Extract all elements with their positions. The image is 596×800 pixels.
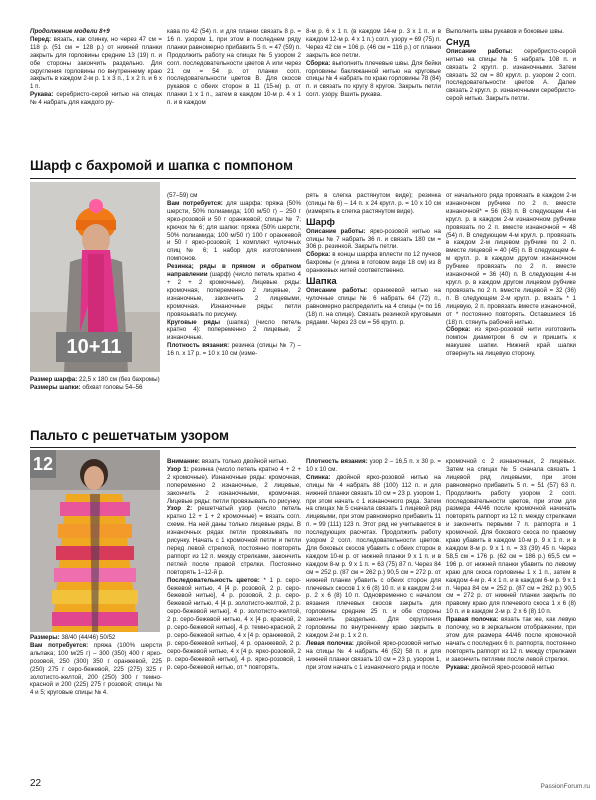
snood-heading: Снуд — [446, 36, 470, 48]
page-number: 22 — [30, 778, 42, 789]
scarf-col-3: от начального ряда провязать в каждом 2-м изнаночном рубчике по 2 п. вместе изнаночной* = 56 (63) п. В следующем 4-м кругл. р. в каждом 2-м изнаночном рубчике провязать по 2 п. вместе изнаночной = 48 (54) п. В следующем 4-м кругл. р. провязать в каждом 2-м лицевом рубчике по 2 п. вместе лицевой = 40 (45) п. В следующем 4-м кругл. р. в каждом другом изнаночном рубчике провязать по 2 п. вместе изнаночной = 36 (40) п. В следующем 4-м кругл. р. в каждом другом лицевом рубчике провязать по 2 п. вместе лицевой = 32 (36) п. В следующем 2-м кругл. р. вязать * 1 лицевую, 2 п. провязать вместе изнаночной, от * постоянно повторять. Оставшиеся 16 (18) п. стянуть рабочей нитью. Сборка: из ярко-розовой нити изготовить помпон диаметром 6 см и пришить к макушке шапки. Нижний край шапки отвернуть на лицевую сторону. — [446, 192, 576, 358]
scarf-col-2: рять в слегка растянутом виде); резинка (спицы № 6) – 14 п. х 24 кругл. р. = 10 х 10 см (измерять в слегка растянутом виде). Шарф Описание работы: ярко-розовой нитью на спицы № 7 набрать 36 п. и связать 180 см = 306 р. резинкой. Закрыть петли. Сборка: в концы шарфа вплести по 12 пучков бахромы (« длина в готовом виде 18 см) из 8 оранжевых нитей соответственно. Шапка Описание работы: оранжевой нитью на чулочные спицы № 6 набрать 64 (72) п., равномерно распределить на 4 спицы (= по 16 (18) п. на спице). Связать резинкой круговыми рядами. Через 23 см = 56 кругл. р. — [306, 192, 441, 326]
coat-title-rule — [30, 447, 576, 448]
scarf-section-title: Шарф с бахромой и шапка с помпоном — [30, 158, 293, 173]
continuation-col-3: 8-м р. 6 х 1 п. (в каждом 14-м р. 3 х 1 п. и в каждом 12-м р. 4 х 1 п.) согл. узору = 69 (75) п. Через 42 см = 106 р. (46 см = 116 р.) от планки закрыть все петли. Сборка: выполнить плечевые швы. Для бейки горловины бакляжанной нитью на круговые спицы № 4 набрать по краю горловины 78 (84) п. и связать по кругу 8 кругов. Закрыть петли согл. узору. Вшить рукава. — [306, 28, 441, 99]
continuation-col-2: кава по 42 (54) п. и для планки связать 8 р. = 16 п. узором 1, при этом в последнем ряду планки равномерно прибавить 5 п. = 47 (59) п. Продолжить работу на спицах № 5 узором 2 согл. последовательности цветов А или через 21 см = 54 р. от планки согл. последовательности цветов В. Для скосов рукавов с обеих сторон в 11 (15-м) р. от планки 1 х 1 п., затем в каждом 10-м р. 4 х 1 п. и в каждом — [167, 28, 301, 107]
scarf-model-badge: 10+11 — [56, 332, 132, 362]
coat-col-1: Внимание: вязать только двойной нитью. Узор 1: резинка (число петель кратно 4 + 2 + 2 кромочные). Изнаночные ряды: кромочная, попеременно 2 изнаночные, 2 лицевые, закончить 2 изнаночными, кромочная. Лицевые ряды: петли провязывать по рисунку. Узор 2: решетчатый узор (число петель кратно 12 + 1 + 2 кромочные) = вязать согл. схеме. На ней даны только лицевые ряды. В изнаночных рядах петли провязывать по рисунку. Начать с 1 кромочной петли и петли перед левой стрелкой, постоянно повторять раппорт из 12 п. между стрелками, закончить петлей после правой стрелки. Постоянно повторять 1–12-й р. Последовательность цветов: * 1 р. серо-бежевой нитью, 4 [4 р. розовой, 2 р. серо-бежевой нитью], 4 р. розовой, 2 р. серо-бежевой нитью, 4 [4 р. золотисто-желтой, 2 р. серо-бежевой нитью], 4 р. золотисто-желтой, 2 р. серо-бежевой нитью, 4 х [4 р. красной, 2 р. серо-бежевой нитью], 4 р. темно-красной, 2 р. серо-бежевой нитью, 4 х [4 р. оранжевой, 2 р. серо-бежевой нитью], 4 р. оранжевой, 2 р. серо-бежевой нитью, 4 х [4 р. ярко-розовой, 2 р. серо-бежевой нитью], 4 р. ярко-розовой, 1 р. серо-бежевой нитью, от * повторять. — [167, 458, 301, 671]
scarf-subheading: Шарф — [306, 216, 335, 228]
coat-sizes-materials: Размеры: 38/40 (44/46) 50/52 Вам потребуется: пряжа (100% шерсти альпака; 100 м/25 г) – 300 (350) 400 г ярко-розовой, 250 (300) 350 г оранжевой, 225 (250) 275 г серо-бежевой, 225 (275) 325 г золотисто-желтой, 200 (250) 300 г темно-красной и 200 (225) 275 г розовой; спицы № 4 и 5; круговые спицы № 4. — [30, 634, 162, 697]
continuation-col-4: Выполнить швы рукавов и боковые швы. Снуд Описание работы: серебристо-серой нитью на спицы № 5 набрать 108 п. и связать 2 кругл. р. изнаночными. Затем связать 32 см = 80 кругл. р. узором 2 согл. последовательности цветов А. Далее связать 2 кругл. р. изнаночными серебристо-серой нитью. Закрыть петли. — [446, 28, 576, 103]
coat-section-title: Пальто с решетчатым узором — [30, 428, 230, 443]
scarf-col-1: (57–59) см Вам потребуется: для шарфа: пряжа (50% шерсти, 50% полиамида; 100 м/50 г) – 250 г ярко-розовой и 50 г оранжевой; спицы № 7; крючок № 6; для шапки: пряжа (50% шерсти, 50% полиамида; 100 м/50 г) 100 г оранжевой и 50 г ярко-розовой; 1 комплект чулочных спиц № 6; 1 набор для изготовления помпонов. Резинка; ряды в прямом и обратном направлении (шарф) (число петель кратно 4 + 2 + 2 кромочные). Лицевые ряды: кромочная, попеременно 2 лицевые, 2 изнаночные, закончить 2 лицевыми, кромочная. Изнаночные ряды: петли провязывать по рисунку. Круговые ряды (шапка) (число петель кратно 4): попеременно 2 лицевые, 2 изнаночные. Плотность вязания: резинка (спицы № 7) – 16 п. х 17 р. = 10 х 10 см (изме- — [167, 192, 301, 358]
coat-col-2: Плотность вязания: узор 2 – 16,5 п. х 30 р. = 10 х 10 см. Спинка: двойной ярко-розовой нитью на спицы № 4 набрать 88 (100) 112 п. и для нижней планки связать 10 см = 23 р. узором 1, при этом начать с 1 изнаночного ряда. Затем на спицах № 5 сначала связать 1 лицевой ряд лицевыми, при этом равномерно прибавить 11 п. = 99 (111) 123 п. Этот ряд не учитывается в последующих расчетах. Продолжить работу узором 2 согл. последовательности цветов. Для боковых скосов убавить с обеих сторон в каждом 10-м р. от нижней планки 9 х 1 п. и в каждом 8-м р. 9 х 1 п. = 63 (75) 87 п. Через 84 см = 252 р. (87 см = 262 р.) 90,5 см = 272 р. от нижней планки убавить с обеих сторон для плечевых скосов 1 х 6 (8) 10 п. и в каждом 2-м р. 2 х 6 (8) 10 п. Одновременно с началом вязания плечевых скосов закрыть для горловины средние 25 п. и обе стороны закончить раздельно. Для скругления горловины по внутреннему краю закрыть в каждом 2-м р. 1 х 2 п. Левая полочка: двойной ярко-розовой нитью на спицы № 4 набрать 46 (52) 58 п. и для нижней планки связать 10 см = 23 р. узором 1, при этом начать с 1 изнаночного ряда и после — [306, 458, 441, 671]
hat-subheading: Шапка — [306, 276, 337, 288]
continuation-col-1: Продолжение модели 8+9 Перед: вязать, как спинку, но через 47 см = 118 р. (51 см = 128 р.) от нижней планки закрыть для горловины средние 13 (19) п. и обе стороны закончить раздельно. Для скругления горловины по внутреннему краю закрыть в каждом 2-м р. 1 х 3 п., 1 х 2 п. и 6 х 1 п. Рукава: серебристо-серой нитью на спицах № 4 набрать для каждого ру- — [30, 28, 162, 107]
continuation-heading: Продолжение модели 8+9 — [30, 28, 110, 35]
scarf-sizes: Размер шарфа: 22,5 х 180 см (без бахромы) Размеры шапки: обхват головы 54–56 — [30, 376, 160, 391]
coat-model-badge: 12 — [30, 450, 56, 478]
coat-col-3: кромочной с 2 изнаночных, 2 лицевых. Затем на спицах № 5 сначала связать 1 лицевой ряд лицевыми, при этом равномерно прибавить 5 п. = 51 (57) 63 п. Продолжить работу узором 2 согл. последовательности цветов, при этом для размера 44/46 после кромочной начинать повторять раппорт из 12 п. между стрелками и закончить первыми 7 п. раппорта и 1 кромочной. Для бокового скоса по правому краю убавить в каждом 10-м р. 9 х 1 п. и в каждом 8-м р. 9 х 1 п. = 33 (39) 45 п. Через 58,5 см = 176 р. (62 см = 186 р.) 65,5 см = 196 р. от нижней планки убавить по левому краю для скоса горловины 1 х 1 п., затем в каждом 4-м р. 4 х 1 п. и в каждом 6-м р. 9 х 1 п. Через 84 см = 252 р. (87 см = 262 р.) 90,5 см = 272 р. от нижней планки закрыть по правому краю для плечевого скоса 1 х 6 (8) 10 п. и в каждом 2-м р. 2 х 6 (8) 10 п. Правая полочка: вязать так же, как левую полочку, но в зеркальном отображении, при этом для размера 44/46 после кромочной начать с последних 6 п. раппорта, постоянно повторять раппорт из 12 п. между стрелками и закончить петлями после левой стрелки. Рукава: двойной ярко-розовой нитью — [446, 458, 576, 671]
site-watermark: PassionForum.ru — [540, 783, 590, 790]
scarf-title-rule — [30, 178, 576, 179]
